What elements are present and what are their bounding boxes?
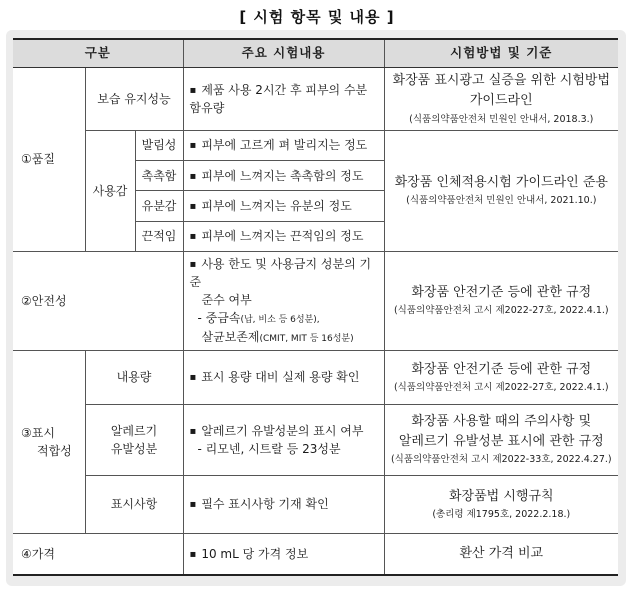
header-category: 구분 [13, 39, 183, 68]
subcategory-allergen [85, 405, 183, 476]
row-volume [13, 350, 618, 404]
item-spreadability: 발림성 [135, 130, 183, 160]
row-price [13, 534, 618, 575]
method-moisture-note: (식품의약품안전처 민원인 안내서, 2018.3.) [409, 113, 594, 125]
method-allergen-line1: 화장품 사용할 때의 주의사항 및 [411, 414, 592, 430]
content-moistness-text: 피부에 느껴지는 촉촉함의 정도 [201, 168, 364, 183]
content-spreadability-text: 피부에 고르게 펴 발리지는 정도 [201, 138, 368, 153]
content-volume [183, 350, 384, 404]
method-safety [384, 251, 618, 350]
bullet-icon [190, 424, 202, 438]
content-display-items [183, 475, 384, 533]
content-safety-line2: 준수 여부 [201, 293, 252, 308]
content-moisture [183, 68, 384, 131]
category-labeling-line1: ③표시 [21, 425, 55, 440]
subcategory-moisture: 보습 유지성능 [85, 68, 183, 131]
method-display-items-note: (총리령 제1795호, 2022.2.18.) [432, 508, 571, 520]
bullet-icon [190, 257, 202, 271]
bullet-icon [190, 497, 202, 511]
row-spreadability [13, 130, 618, 160]
content-oiliness [183, 191, 384, 221]
content-allergen [183, 405, 384, 476]
content-safety-sub1: - 중금속(납, 비소 등 6성분), [197, 311, 320, 326]
method-safety-main: 화장품 안전기준 등에 관한 규정 [411, 285, 592, 300]
row-moisture [13, 68, 618, 131]
content-price [183, 534, 384, 575]
category-quality: ①품질 [13, 68, 85, 252]
content-display-items-text: 필수 표시사항 기재 확인 [201, 497, 329, 512]
method-safety-note: (식품의약품안전처 고시 제2022-27호, 2022.4.1.) [393, 305, 609, 317]
content-spreadability [183, 130, 384, 160]
content-volume-text: 표시 용량 대비 실제 용량 확인 [201, 370, 360, 385]
content-moisture-text: 제품 사용 2시간 후 피부의 수분 함유량 [189, 82, 368, 115]
method-volume-main: 화장품 안전기준 등에 관한 규정 [411, 361, 592, 377]
category-labeling-line2: 적합성 [37, 443, 72, 458]
bullet-icon [190, 169, 202, 183]
method-usability-main: 화장품 인체적용시험 가이드라인 준용 [394, 175, 608, 191]
subcategory-display-items: 표시사항 [85, 475, 183, 533]
method-moisture [384, 68, 618, 131]
subcategory-allergen-line1: 알레르기 [110, 423, 158, 438]
method-allergen [384, 405, 618, 476]
category-safety: ②안전성 [13, 251, 183, 350]
page-title: [ 시험 항목 및 내용 ] [239, 8, 395, 26]
bullet-icon [190, 83, 202, 97]
content-moistness [183, 161, 384, 191]
content-safety-sub2: 살균보존제(CMIT, MIT 등 16성분) [201, 329, 354, 344]
method-price [384, 534, 618, 575]
bullet-icon [190, 199, 202, 213]
method-volume [384, 350, 618, 404]
method-usability [384, 130, 618, 251]
subcategory-allergen-line2: 유발성분 [110, 441, 158, 456]
row-display-items [13, 475, 618, 533]
bullet-icon [190, 547, 202, 561]
method-usability-note: (식품의약품안전처 민원인 안내서, 2021.10.) [406, 195, 597, 207]
method-allergen-line2: 알레르기 유발성분 표시에 관한 규정 [398, 434, 604, 450]
header-content: 주요 시험내용 [183, 39, 384, 68]
content-price-text: 10 mL 당 가격 정보 [201, 547, 309, 562]
content-stickiness-text: 피부에 느껴지는 끈적임의 정도 [201, 229, 364, 244]
content-safety [183, 251, 384, 350]
content-allergen-line2: - 리모넨, 시트랄 등 23성분 [197, 441, 341, 456]
content-safety-line1: ▪ 사용 한도 및 사용금지 성분의 기준 [190, 257, 372, 289]
method-display-items [384, 475, 618, 533]
method-volume-note: (식품의약품안전처 고시 제2022-27호, 2022.4.1.) [393, 381, 609, 393]
method-display-items-main: 화장품법 시행규칙 [448, 488, 554, 504]
item-stickiness: 끈적임 [135, 221, 183, 251]
row-allergen [13, 405, 618, 476]
bullet-icon [190, 370, 202, 384]
subcategory-usability: 사용감 [85, 130, 135, 251]
category-labeling [13, 350, 85, 534]
content-allergen-line1: ▪ 알레르기 유발성분의 표시 여부 [190, 422, 380, 440]
item-moistness: 촉촉함 [135, 161, 183, 191]
bullet-icon [190, 138, 202, 152]
row-safety [13, 251, 618, 350]
bullet-icon [190, 229, 202, 243]
header-row [13, 39, 618, 68]
method-allergen-note: (식품의약품안전처 고시 제2022-33호, 2022.4.27.) [390, 454, 612, 466]
header-method: 시험방법 및 기준 [384, 39, 618, 68]
subcategory-volume: 내용량 [85, 350, 183, 404]
content-stickiness [183, 221, 384, 251]
item-oiliness: 유분감 [135, 191, 183, 221]
method-moisture-main: 화장품 표시광고 실증을 위한 시험방법 가이드라인 [392, 73, 611, 109]
category-price: ④가격 [13, 534, 183, 575]
test-items-table [13, 38, 618, 576]
content-oiliness-text: 피부에 느껴지는 유분의 정도 [201, 198, 352, 213]
method-price-text: 환산 가격 비교 [459, 546, 544, 562]
